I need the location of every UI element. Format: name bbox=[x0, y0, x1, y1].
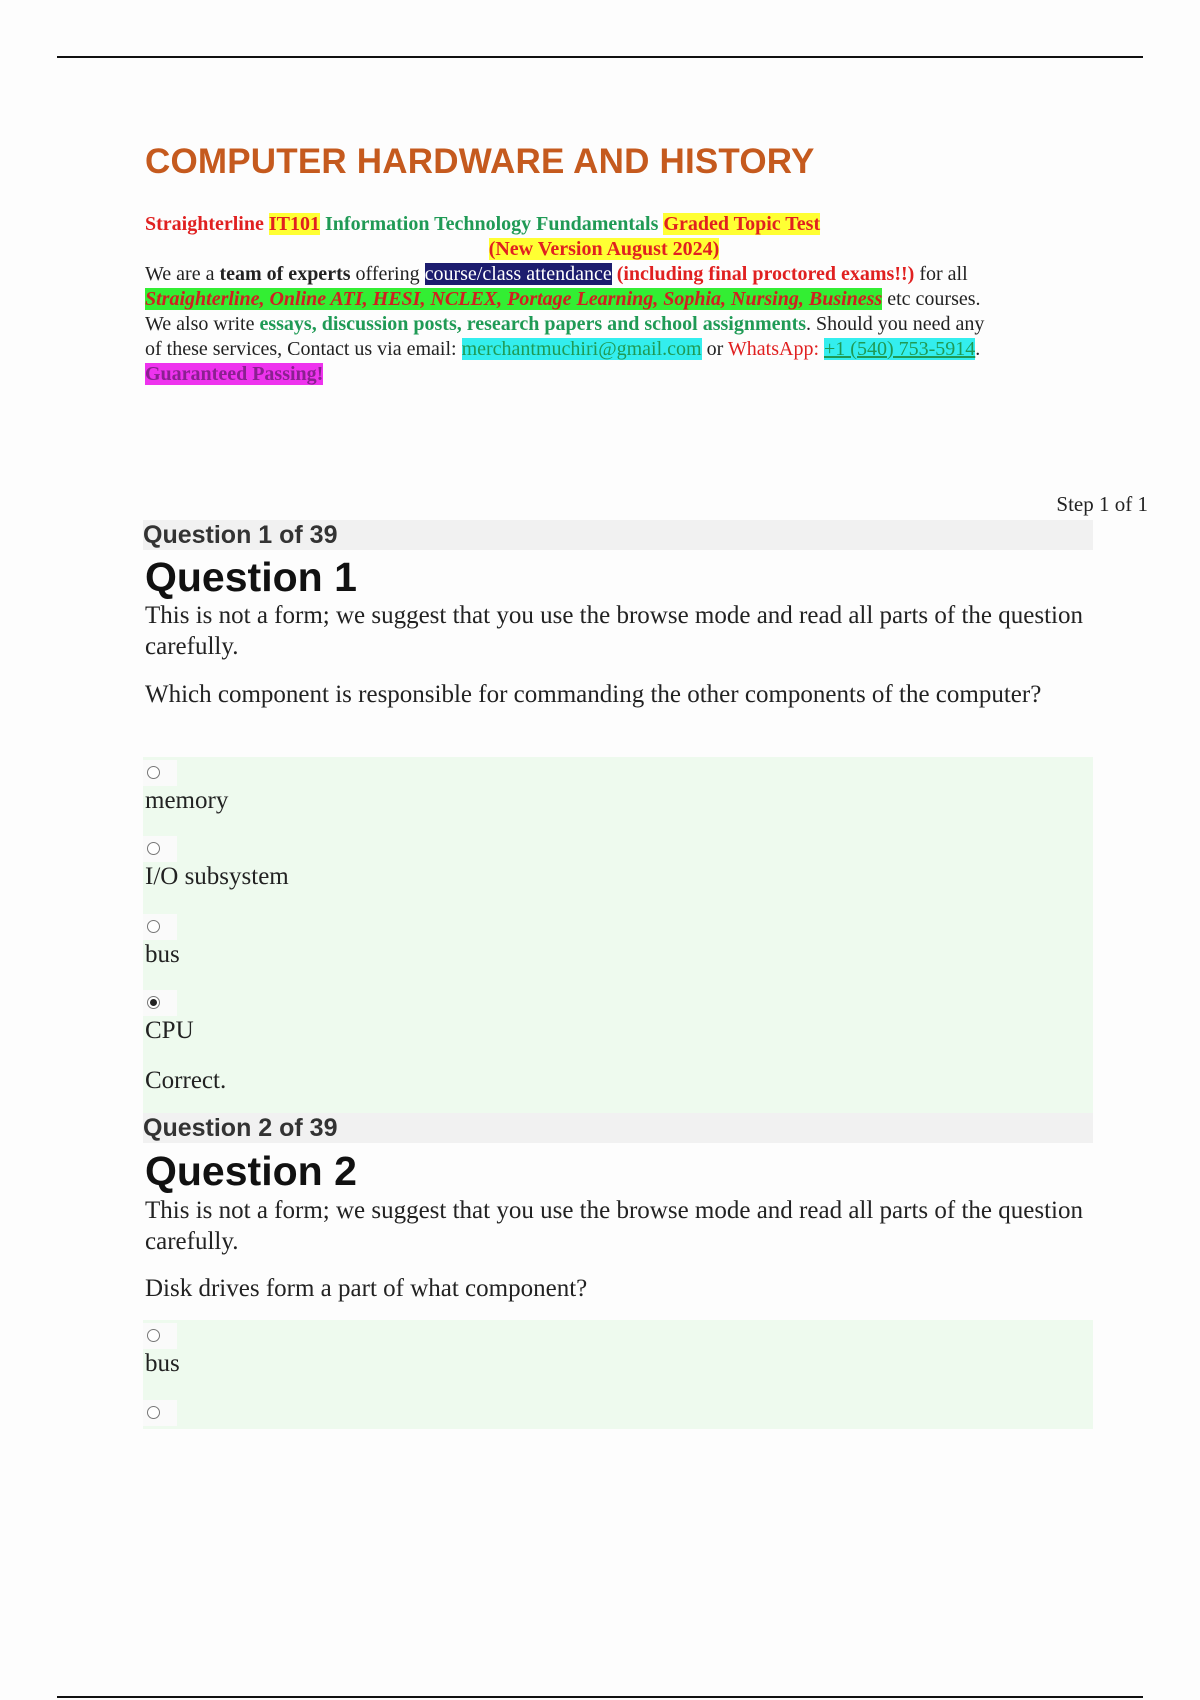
intro-text: or bbox=[701, 338, 728, 360]
intro-line-2 bbox=[145, 287, 1093, 312]
intro-text: offering bbox=[350, 263, 425, 285]
option-radio-selected[interactable] bbox=[147, 996, 160, 1009]
course-name: Information Technology Fundamentals bbox=[325, 213, 659, 235]
course-line bbox=[145, 212, 1093, 237]
option-label[interactable]: memory bbox=[145, 787, 229, 814]
answer-options bbox=[143, 757, 1093, 1118]
bottom-rule bbox=[57, 1696, 1143, 1698]
intro-block bbox=[145, 212, 1093, 387]
version-line bbox=[145, 237, 1093, 262]
phone-link[interactable]: +1 (540) 753-5914 bbox=[824, 338, 976, 360]
question-heading: Question 1 bbox=[145, 554, 357, 600]
test-type: Graded Topic Test bbox=[663, 213, 821, 235]
question-instruction: This is not a form; we suggest that you use the browse mode and read all parts of the question carefully. bbox=[145, 1197, 1083, 1255]
guarantee-badge: Guaranteed Passing! bbox=[145, 363, 324, 385]
exams-text: (including final proctored exams!!) bbox=[616, 263, 915, 285]
option-radio[interactable] bbox=[147, 842, 160, 855]
intro-line-4 bbox=[145, 337, 1093, 362]
option-radio[interactable] bbox=[147, 766, 160, 779]
whatsapp-label: WhatsApp: bbox=[727, 338, 819, 360]
email-link[interactable]: merchantmuchiri@gmail.com bbox=[461, 338, 702, 360]
services-text: essays, discussion posts, research papers and school assignments bbox=[259, 313, 807, 335]
option-radio[interactable] bbox=[147, 920, 160, 933]
top-rule bbox=[57, 56, 1143, 58]
intro-text: of these services, Contact us via email: bbox=[145, 338, 462, 360]
intro-text: We are a bbox=[145, 263, 220, 285]
answer-options bbox=[143, 1320, 1093, 1429]
question-instruction: This is not a form; we suggest that you use the browse mode and read all parts of the question carefully. bbox=[145, 602, 1083, 660]
version-label: (New Version August 2024) bbox=[488, 238, 720, 260]
intro-text: . Should you need any bbox=[806, 313, 985, 335]
intro-text: etc courses. bbox=[882, 288, 981, 310]
document-title: COMPUTER HARDWARE AND HISTORY bbox=[145, 142, 815, 181]
question-counter: Question 1 of 39 bbox=[143, 520, 1093, 550]
platforms-highlight: Straighterline, Online ATI, HESI, NCLEX, Portage Learning, Sophia, Nursing, Business bbox=[145, 288, 883, 310]
option-radio[interactable] bbox=[147, 1329, 160, 1342]
question-heading: Question 2 bbox=[145, 1148, 357, 1194]
step-indicator: Step 1 of 1 bbox=[1056, 492, 1148, 516]
option-label[interactable]: CPU bbox=[145, 1017, 194, 1044]
option-label[interactable]: bus bbox=[145, 1350, 180, 1377]
option-label[interactable]: I/O subsystem bbox=[145, 863, 289, 890]
provider-name: Straighterline bbox=[145, 213, 264, 235]
course-code: IT101 bbox=[268, 213, 320, 235]
question-counter: Question 2 of 39 bbox=[143, 1113, 1093, 1143]
option-radio[interactable] bbox=[147, 1406, 160, 1419]
team-of-experts-text: team of experts bbox=[219, 263, 351, 285]
intro-line-3 bbox=[145, 312, 1093, 337]
intro-text: We also write bbox=[145, 313, 260, 335]
intro-line-5 bbox=[145, 362, 1093, 387]
attendance-highlight: course/class attendance bbox=[424, 263, 612, 285]
intro-text: for all bbox=[914, 263, 968, 285]
question-prompt: Which component is responsible for commanding the other components of the computer? bbox=[145, 681, 1042, 708]
answer-feedback: Correct. bbox=[145, 1067, 227, 1094]
option-label[interactable]: bus bbox=[145, 941, 180, 968]
question-prompt: Disk drives form a part of what component? bbox=[145, 1275, 588, 1302]
intro-text: . bbox=[975, 338, 981, 360]
intro-line-1 bbox=[145, 262, 1093, 287]
